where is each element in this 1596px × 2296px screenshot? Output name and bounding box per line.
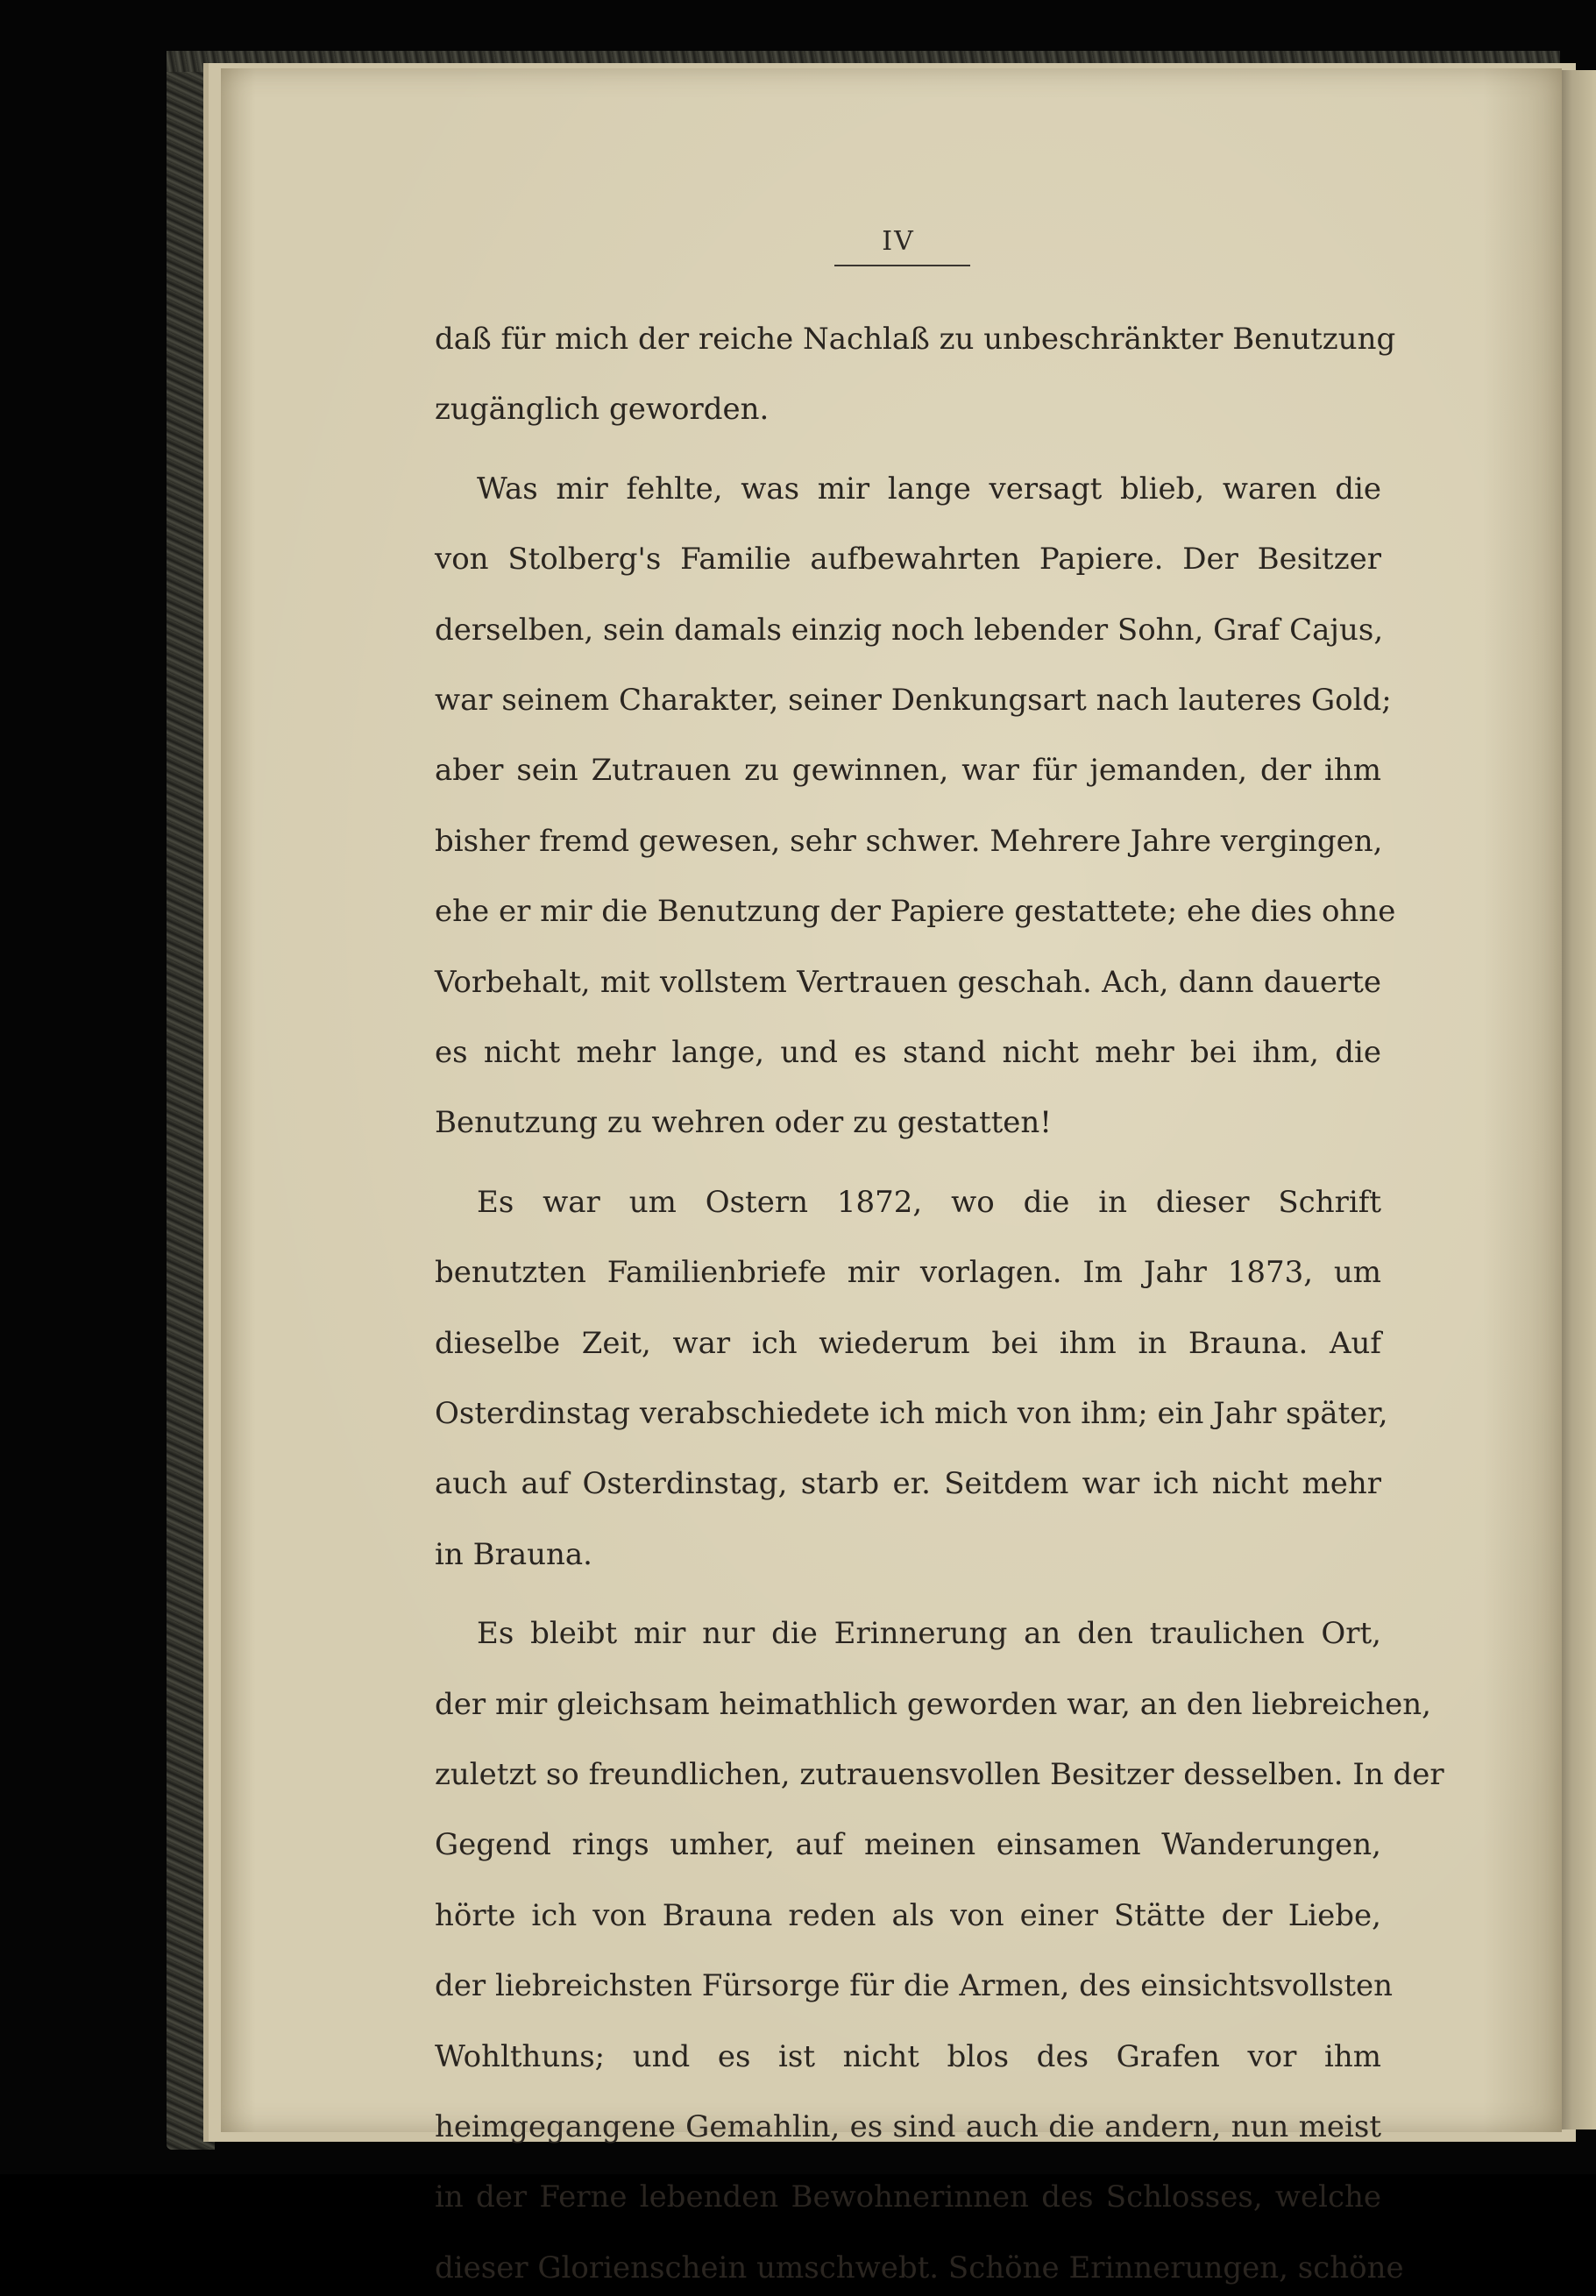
text-line: dieselbe Zeit, war ich wiederum bei ihm in Brauna. Auf	[435, 1325, 1381, 1361]
text-line: hörte ich von Brauna reden als von einer Stätte der Liebe,	[435, 1897, 1381, 1933]
text-line: zuletzt so freundlichen, zutrauensvollen Besitzer desselben. In der	[435, 1757, 1444, 1792]
text-line: auch auf Osterdinstag, starb er. Seitdem war ich nicht mehr	[435, 1466, 1381, 1502]
text-line: Es war um Ostern 1872, wo die in dieser Schrift	[477, 1184, 1381, 1220]
header-rule	[834, 265, 970, 266]
text-line: Wohlthuns; und es ist nicht blos des Grafen vor ihm	[435, 2038, 1381, 2074]
text-line: dieser Glorienschein umschwebt. Schöne Erinnerungen, schöne	[435, 2250, 1404, 2285]
page-number: IV	[882, 226, 915, 257]
text-line: Benutzung zu wehren oder zu gestatten!	[435, 1105, 1052, 1141]
text-line: aber sein Zutrauen zu gewinnen, war für jemanden, der ihm	[435, 753, 1381, 789]
text-line: es nicht mehr lange, und es stand nicht mehr bei ihm, die	[435, 1035, 1381, 1070]
text-line: Es bleibt mir nur die Erinnerung an den traulichen Ort,	[477, 1616, 1381, 1652]
text-line: Vorbehalt, mit vollstem Vertrauen geschah. Ach, dann dauerte	[435, 964, 1381, 1000]
text-line: ehe er mir die Benutzung der Papiere gestattete; ehe dies ohne	[435, 894, 1396, 930]
text-line: daß für mich der reiche Nachlaß zu unbeschränkter Benutzung	[435, 322, 1396, 357]
text-line: von Stolberg's Familie aufbewahrten Papiere. Der Besitzer	[435, 542, 1381, 578]
text-line: bisher fremd gewesen, sehr schwer. Mehrere Jahre vergingen,	[435, 823, 1383, 859]
text-line: derselben, sein damals einzig noch lebender Sohn, Graf Cajus,	[435, 612, 1384, 648]
text-line: zugänglich geworden.	[435, 392, 770, 428]
text-line: der mir gleichsam heimathlich geworden war, an den liebreichen,	[435, 1686, 1431, 1722]
text-line: in der Ferne lebenden Bewohnerinnen des Schlosses, welche	[435, 2179, 1381, 2215]
text-line: Gegend rings umher, auf meinen einsamen Wanderungen,	[435, 1827, 1381, 1863]
text-line: benutzten Familienbriefe mir vorlagen. Im Jahr 1873, um	[435, 1255, 1381, 1291]
text-line: war seinem Charakter, seiner Denkungsart nach lauteres Gold;	[435, 683, 1392, 718]
text-line: in Brauna.	[435, 1536, 592, 1572]
text-line: heimgegangene Gemahlin, es sind auch die andern, nun meist	[435, 2109, 1381, 2144]
text-line: der liebreichsten Fürsorge für die Armen, des einsichtsvollsten	[435, 1968, 1394, 2004]
text-line: Was mir fehlte, was mir lange versagt blieb, waren die	[477, 471, 1381, 507]
text-line: Osterdinstag verabschiedete ich mich von ihm; ein Jahr später,	[435, 1396, 1388, 1431]
